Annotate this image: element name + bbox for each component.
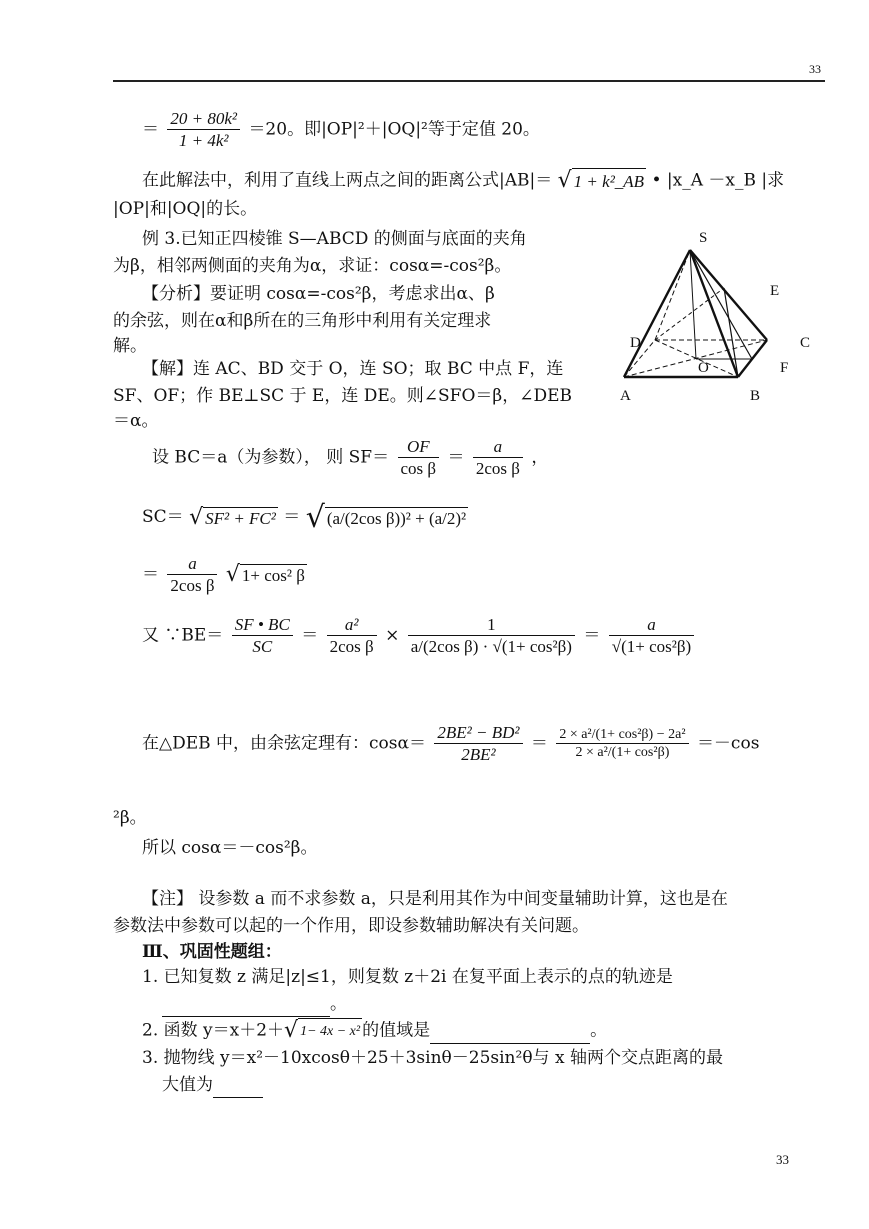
- sqrt-expr: √ (a/(2cos β))² + (a/2)²: [305, 500, 467, 535]
- question-3: 3. 抛物线 y＝x²－10xcosθ＋25＋3sinθ－25sin²θ与 x 轴两个交点距离的最: [142, 1048, 723, 1068]
- eq-sc: SC＝ √ SF² + FC² ＝ √ (a/(2cos β))² + (a/2)²: [142, 500, 467, 535]
- footer-page-number: 33: [776, 1152, 789, 1167]
- fraction: $\frac{\text{2 × a²/(1+ cos²β) − 2a²}}{\text{2 × a²/(1+ cos²β)}}$: [556, 726, 688, 762]
- question-1-answer: 。: [162, 992, 347, 1017]
- question-1: 1. 已知复数 z 满足|z|≤1，则复数 z＋2i 在复平面上表示的点的轨迹是: [142, 967, 673, 987]
- fraction: $\frac{\text{a²}}{\text{2cos β}}$: [327, 614, 377, 658]
- note-line1: 【注】 设参数 a 而不求参数 a，只是利用其作为中间变量辅助计算，这也是在: [142, 889, 728, 909]
- analysis-line1: 【分析】要证明 cosα=-cos²β，考虑求出α、β: [142, 284, 495, 304]
- example3-line1: 例 3.已知正四棱锥 S—ABCD 的侧面与底面的夹角: [142, 229, 527, 249]
- label-f: F: [780, 360, 789, 376]
- solution-line2: SF、OF；作 BE⊥SC 于 E，连 DE。则∠SFO＝β，∠DEB: [113, 386, 573, 406]
- sqrt-expr: √ 1+ cos² β: [225, 562, 305, 588]
- fraction: $\frac{a}{\text{√(1+ cos²β)}}$: [609, 614, 694, 658]
- solution-line3: ＝α。: [113, 411, 159, 431]
- eq-sf: 设 BC＝a（为参数）， 则 SF＝ $\frac{OF}{\text{cos β}}$ ＝ $\frac{a}{\text{2cos β}}$ ，: [152, 437, 549, 479]
- sqrt-expr: √ 1 + k²_AB: [557, 168, 645, 193]
- label-c: C: [800, 335, 811, 351]
- pyramid-figure: [600, 222, 830, 407]
- label-s: S: [699, 230, 708, 246]
- fraction: $\frac{\text{20 + 80k²}}{\text{1 + 4k²}}$: [167, 108, 240, 152]
- answer-blank[interactable]: [162, 992, 330, 1017]
- label-d: D: [630, 335, 641, 351]
- edge-sa: [624, 250, 690, 377]
- solution-line1: 【解】连 AC、BD 交于 O，连 SO；取 BC 中点 F，连: [142, 359, 564, 379]
- conclusion: 所以 cosα＝－cos²β。: [142, 838, 318, 858]
- distance-formula-line: 在此解法中，利用了直线上两点之间的距离公式|AB|＝ √ 1 + k²_AB • |x_A －x_B |求: [142, 168, 785, 193]
- analysis-line3: 解。: [113, 336, 147, 356]
- analysis-line2: 的余弦，则在α和β所在的三角形中利用有关定理求: [113, 311, 492, 331]
- label-o: O: [698, 360, 709, 376]
- eq-cos-alpha: 在△DEB 中，由余弦定理有：cosα＝ $\frac{\text{2BE² − BD²}}{\text{2BE²}}$ ＝ $\frac{\text{2 × a²/(1+ cos²β) − 2a²}}{\text{2 × a²/(1+ cos²β)}}$ ＝－cos: [142, 723, 760, 765]
- answer-blank[interactable]: [430, 1019, 590, 1044]
- fraction: $\frac{a}{\text{2cos β}}$: [167, 553, 217, 597]
- seg-be: [724, 288, 738, 377]
- eq-op-oq-rest: ＝20。即|OP|²＋|OQ|²等于定值 20。: [248, 119, 540, 140]
- sqrt-expr: √ SF² + FC²: [189, 505, 276, 530]
- question-2: 2. 函数 y＝x＋2＋√ 1− 4x − x² 的值域是 。: [142, 1018, 608, 1043]
- eq-sc-simplified: ＝ $\frac{a}{\text{2cos β}}$ √ 1+ cos² β: [142, 554, 305, 596]
- fraction: $\frac{SF • BC}{SC}$: [232, 614, 293, 658]
- answer-blank[interactable]: [213, 1073, 263, 1098]
- fraction: $\frac{\text{2BE² − BD²}}{\text{2BE²}}$: [434, 722, 522, 766]
- edge-sc: [690, 250, 767, 340]
- note-line2: 参数法中参数可以起的一个作用，即设参数辅助解决有关问题。: [113, 916, 589, 936]
- eq-be: 又 ∵BE＝ $\frac{SF • BC}{SC}$ ＝ $\frac{\text{a²}}{\text{2cos β}}$ × $\frac{1}{\text{a/(2cos β) · √(1+ cos²β)}}$ ＝ $\frac{a}{\text{√(1+ cos²β)}}$: [142, 614, 697, 658]
- question-3-answer: 大值为: [162, 1073, 263, 1098]
- label-a: A: [620, 388, 631, 404]
- label-e: E: [770, 283, 780, 299]
- sqrt-expr: √ 1− 4x − x²: [284, 1018, 361, 1043]
- seg-sf: [690, 250, 752, 359]
- header-rule: [113, 80, 825, 82]
- label-b: B: [750, 388, 761, 404]
- fraction: $\frac{OF}{\text{cos β}}$: [398, 436, 440, 480]
- fraction: $\frac{1}{\text{a/(2cos β) · √(1+ cos²β)}}$: [408, 614, 575, 658]
- eq-op-oq: ＝ $\frac{\text{20 + 80k²}}{\text{1 + 4k²}}$ ＝20。即|OP|²＋|OQ|²等于定值 20。: [142, 109, 540, 151]
- section-heading: Ⅲ、巩固性题组：: [142, 942, 282, 962]
- eq-cos-alpha-tail: ²β。: [113, 808, 147, 828]
- text-line: |OP|和|OQ|的长。: [113, 199, 258, 219]
- fraction: $\frac{a}{\text{2cos β}}$: [473, 436, 523, 480]
- example3-line2: 为β，相邻两侧面的夹角为α，求证：cosα=-cos²β。: [113, 256, 512, 276]
- header-page-number: 33: [809, 62, 821, 76]
